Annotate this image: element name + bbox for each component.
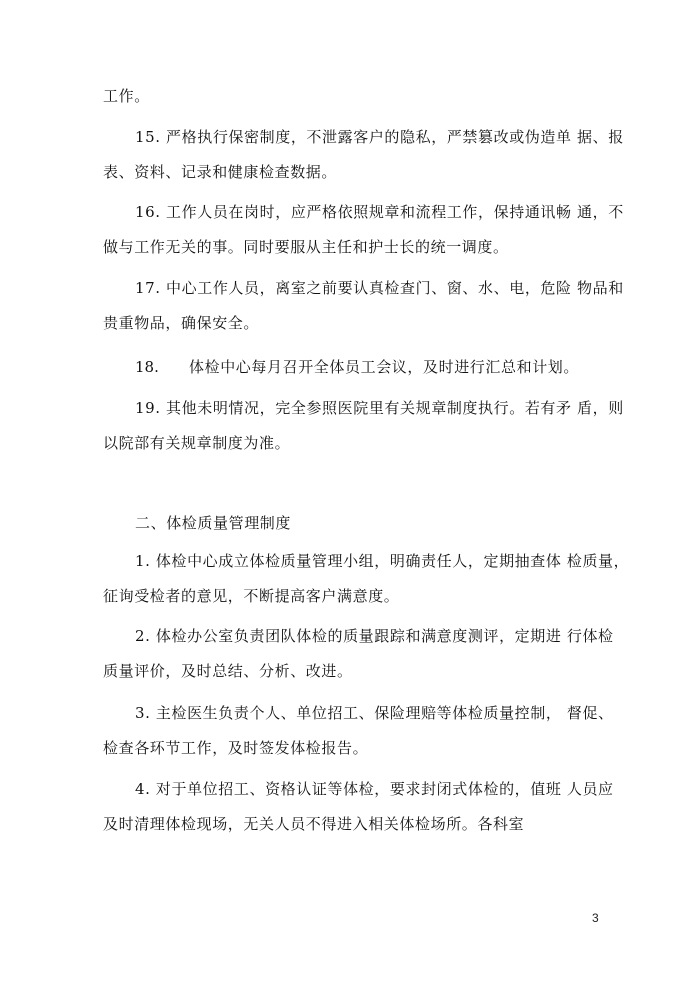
text-line: 检查各环节工作，及时签发体检报告。 [103,739,369,757]
text-line: 质量评价，及时总结、分析、改进。 [103,662,353,680]
text-line: 做与工作无关的事。同时要服从主任和护士长的统一调度。 [103,238,509,256]
text-line: 1. 体检中心成立体检质量管理小组，明确责任人，定期抽查体 检质量， [135,552,630,570]
text-line: 以院部有关规章制度为准。 [103,434,291,452]
item-18-number: 18. [135,358,159,376]
text-line: 贵重物品，确保安全。 [103,314,260,332]
page-number: 3 [592,911,599,925]
text-line: 2. 体检办公室负责团队体检的质量跟踪和满意度测评，定期进 行体检 [135,627,614,645]
text-line: 15. 严格执行保密制度，不泄露客户的隐私，严禁篡改或伪造单 据、报 [135,128,624,146]
text-line: 征询受检者的意见，不断提高客户满意度。 [103,587,400,605]
text-line: 及时清理体检现场，无关人员不得进入相关体检场所。各科室 [103,815,525,833]
section-heading: 二、体检质量管理制度 [135,514,292,532]
text-line: 16. 工作人员在岗时，应严格依照规章和流程工作，保持通讯畅 通，不 [135,203,624,221]
text-line: 4. 对于单位招工、资格认证等体检，要求封闭式体检的，值班 人员应 [135,780,614,798]
text-line: 3. 主检医生负责个人、单位招工、保险理赔等体检质量控制， 督促、 [135,704,614,722]
text-line: 工作。 [103,87,150,105]
text-line: 表、资料、记录和健康检查数据。 [103,163,338,181]
text-line: 17. 中心工作人员，离室之前要认真检查门、窗、水、电，危险 物品和 [135,279,624,297]
item-18-text: 体检中心每月召开全体员工会议，及时进行汇总和计划。 [189,358,580,376]
text-line: 19. 其他未明情况，完全参照医院里有关规章制度执行。若有矛 盾，则 [135,399,624,417]
